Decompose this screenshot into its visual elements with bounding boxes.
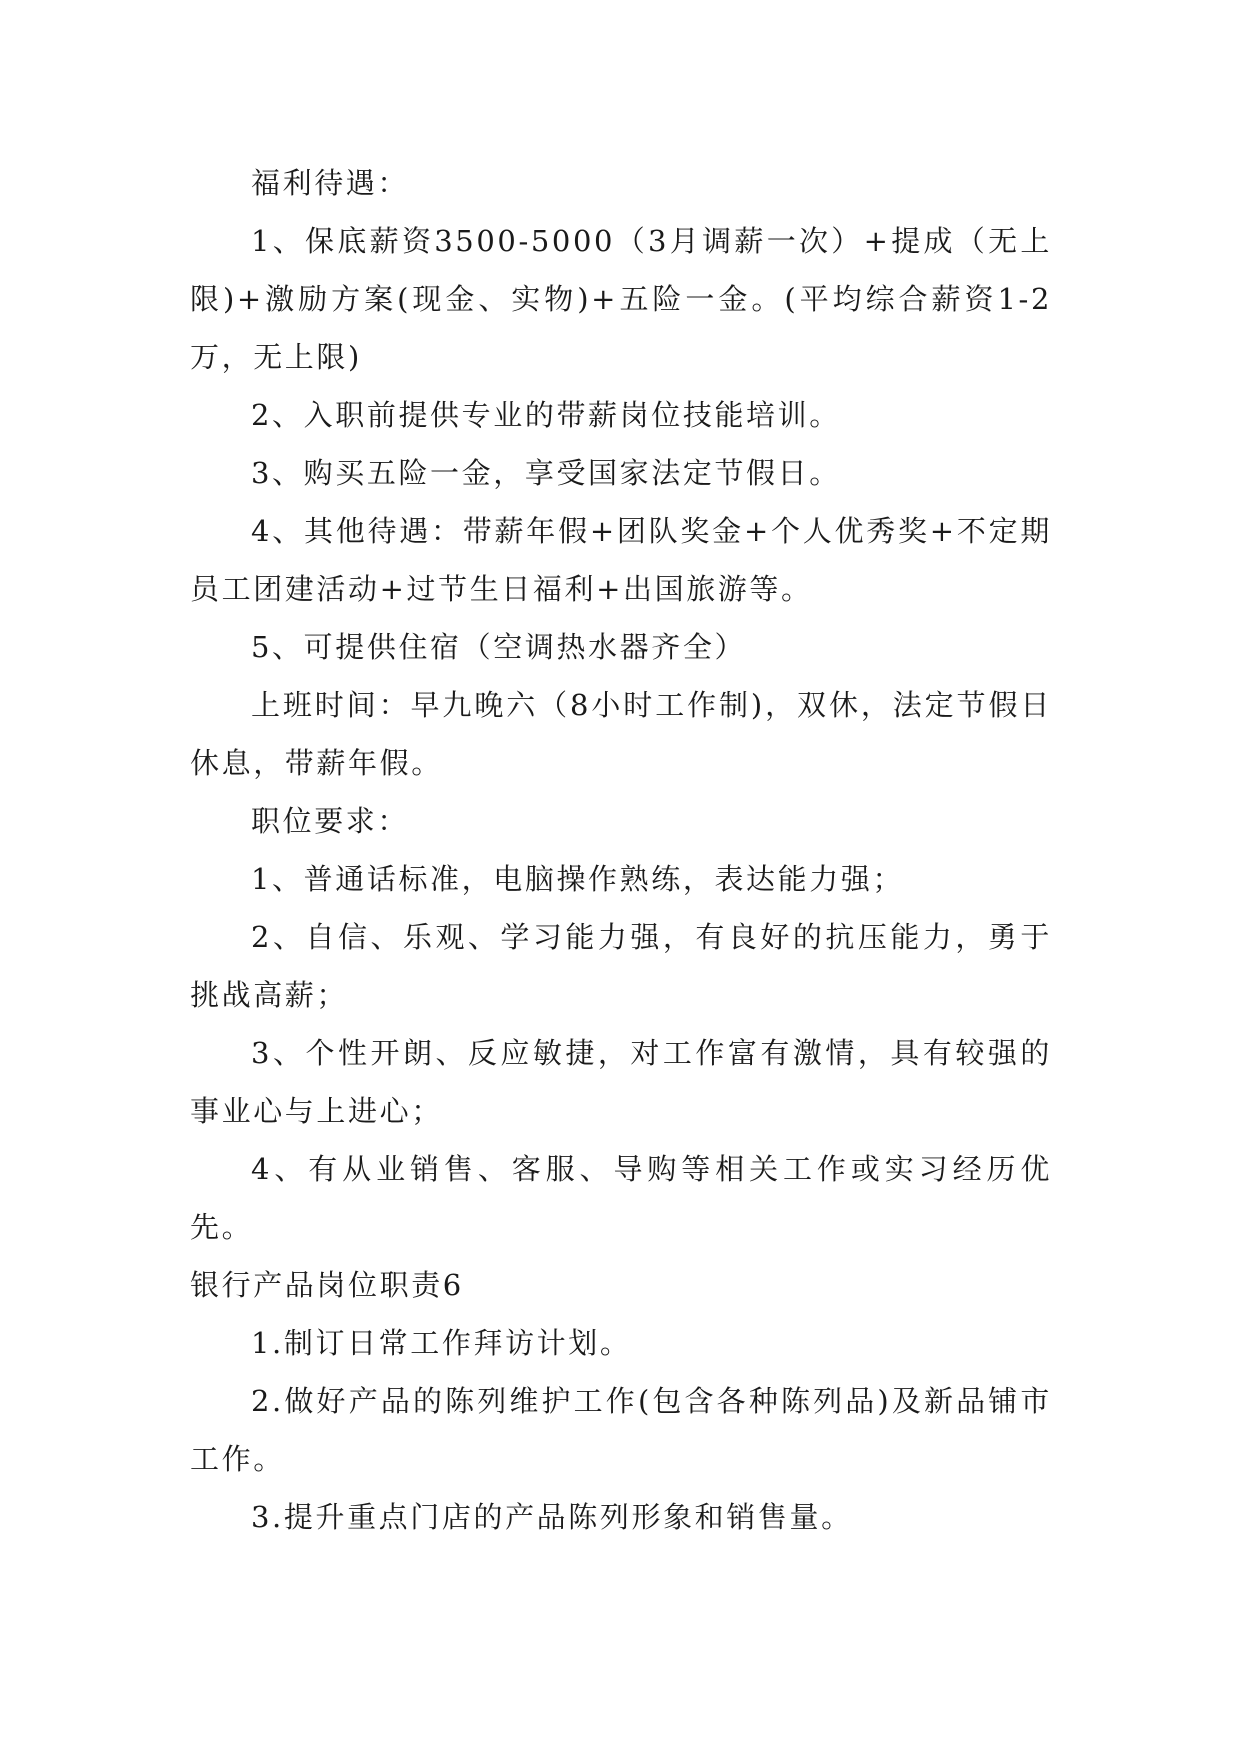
requirements-heading: 职位要求： [251, 804, 410, 838]
duty-item-2: 2.做好产品的陈列维护工作(包含各种陈列品)及新品铺市工作。 [190, 1384, 1052, 1476]
welfare-item-4: 4、其他待遇：带薪年假+团队奖金+个人优秀奖+不定期员工团建活动+过节生日福利+出国旅游等。 [190, 514, 1052, 606]
welfare-item-1: 1、保底薪资3500-5000（3月调薪一次）+提成（无上限)+激励方案(现金、实物)+五险一金。(平均综合薪资1-2万，无上限) [190, 224, 1052, 374]
requirement-item-3: 3、个性开朗、反应敏捷，对工作富有激情，具有较强的事业心与上进心； [190, 1036, 1052, 1128]
duty-item-3: 3.提升重点门店的产品陈列形象和销售量。 [251, 1500, 853, 1534]
section-title: 银行产品岗位职责6 [190, 1268, 464, 1302]
requirement-item-2: 2、自信、乐观、学习能力强，有良好的抗压能力，勇于挑战高薪； [190, 920, 1052, 1012]
welfare-item-2: 2、入职前提供专业的带薪岗位技能培训。 [251, 398, 841, 432]
welfare-heading: 福利待遇： [251, 166, 410, 200]
work-hours-paragraph: 上班时间：早九晚六（8小时工作制)，双休，法定节假日休息，带薪年假。 [190, 688, 1052, 780]
welfare-item-5: 5、可提供住宿（空调热水器齐全） [251, 630, 747, 664]
document-body [190, 154, 1052, 1546]
duty-item-1: 1.制订日常工作拜访计划。 [251, 1326, 632, 1360]
welfare-item-3: 3、购买五险一金，享受国家法定节假日。 [251, 456, 841, 490]
requirement-item-1: 1、普通话标准，电脑操作熟练，表达能力强； [251, 862, 905, 896]
requirement-item-4: 4、有从业销售、客服、导购等相关工作或实习经历优先。 [190, 1152, 1052, 1244]
